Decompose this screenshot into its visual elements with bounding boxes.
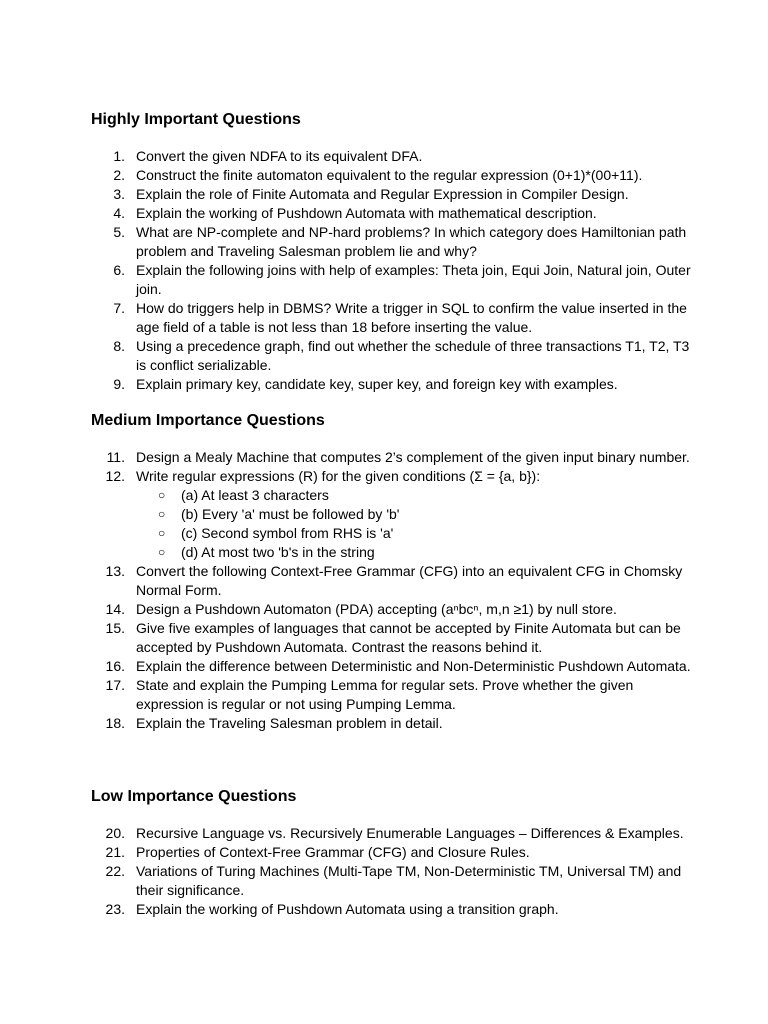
list-item: [0, 223, 700, 261]
question-text: State and explain the Pumping Lemma for regular sets. Prove whether the given expression is regular or not using Pumping Lemma.: [136, 677, 634, 712]
list-item: [0, 166, 700, 185]
question-number: 16.: [105, 658, 125, 674]
question-text: Recursive Language vs. Recursively Enumerable Languages – Differences & Examples.: [136, 825, 684, 841]
question-text: Convert the following Context-Free Grammar (CFG) into an equivalent CFG in Chomsky Normal Form.: [136, 563, 683, 598]
question-number: 9.: [113, 376, 125, 392]
question-number: 22.: [105, 863, 125, 879]
sub-item-text: (b) Every 'a' must be followed by 'b': [181, 506, 400, 522]
question-number: 7.: [113, 300, 125, 316]
question-number: 1.: [113, 148, 125, 164]
section-title-high: Highly Important Questions: [91, 111, 301, 128]
question-text: Explain the difference between Deterministic and Non-Deterministic Pushdown Automata.: [136, 658, 691, 674]
question-text: Explain the Traveling Salesman problem in detail.: [136, 715, 443, 731]
question-text: Explain the working of Pushdown Automata with mathematical description.: [136, 205, 597, 221]
question-text: Construct the finite automaton equivalent to the regular expression (0+1)*(00+11).: [136, 167, 643, 183]
question-text: Design a Pushdown Automaton (PDA) accepting (aⁿbcⁿ, m,n ≥1) by null store.: [136, 601, 617, 617]
list-item: [0, 299, 700, 337]
question-text: Give five examples of languages that cannot be accepted by Finite Automata but can be accepted by Pushdown Automata. Contrast the reasons behind it.: [136, 620, 681, 655]
question-text: Explain the role of Finite Automata and Regular Expression in Compiler Design.: [136, 186, 629, 202]
sub-list: [136, 486, 700, 562]
hollow-bullet-icon: ○: [158, 507, 166, 521]
question-number: 20.: [105, 825, 125, 841]
question-number: 6.: [113, 262, 125, 278]
sub-list-item: [136, 505, 700, 524]
question-number: 8.: [113, 338, 125, 354]
question-number: 4.: [113, 205, 125, 221]
list-item: [0, 448, 700, 467]
question-number: 3.: [113, 186, 125, 202]
question-number: 14.: [105, 601, 125, 617]
sub-item-text: (d) At most two 'b's in the string: [181, 544, 375, 560]
question-number: 17.: [105, 677, 125, 693]
list-item: [0, 676, 700, 714]
question-text: What are NP-complete and NP-hard problems? In which category does Hamiltonian path problem and Traveling Salesman problem lie and why?: [136, 224, 687, 259]
list-item: [0, 467, 700, 562]
section-title-medium: Medium Importance Questions: [91, 412, 325, 429]
section-title-low: Low Importance Questions: [91, 788, 297, 805]
question-list-medium: [0, 448, 700, 733]
question-text: Using a precedence graph, find out whether the schedule of three transactions T1, T2, T3 is conflict serializable.: [136, 338, 690, 373]
question-text: How do triggers help in DBMS? Write a trigger in SQL to confirm the value inserted in the age field of a table is not less than 18 before inserting the value.: [136, 300, 687, 335]
list-item: [0, 862, 700, 900]
list-item: [0, 185, 700, 204]
question-number: 23.: [105, 901, 125, 917]
question-number: 11.: [106, 449, 125, 465]
question-text: Convert the given NDFA to its equivalent DFA.: [136, 148, 423, 164]
question-text: Explain the following joins with help of examples: Theta join, Equi Join, Natural join, Outer join.: [136, 262, 691, 297]
question-text: Write regular expressions (R) for the given conditions (Σ = {a, b}):: [136, 468, 541, 484]
list-item: [0, 619, 700, 657]
question-number: 18.: [105, 715, 125, 731]
list-item: [0, 204, 700, 223]
list-item: [0, 843, 700, 862]
list-item: [0, 657, 700, 676]
list-item: [0, 375, 700, 394]
question-text: Explain primary key, candidate key, super key, and foreign key with examples.: [136, 376, 618, 392]
sub-list-item: [136, 486, 700, 505]
hollow-bullet-icon: ○: [158, 545, 166, 559]
list-item: [0, 824, 700, 843]
question-number: 13.: [105, 563, 125, 579]
question-text: Design a Mealy Machine that computes 2’s complement of the given input binary number.: [136, 449, 690, 465]
list-item: [0, 714, 700, 733]
question-number: 5.: [113, 224, 125, 240]
hollow-bullet-icon: ○: [158, 526, 166, 540]
list-item: [0, 900, 700, 919]
question-number: 15.: [105, 620, 125, 636]
list-item: [0, 600, 700, 619]
question-number: 2.: [113, 167, 125, 183]
question-text: Explain the working of Pushdown Automata using a transition graph.: [136, 901, 559, 917]
sub-item-text: (c) Second symbol from RHS is 'a': [181, 525, 394, 541]
question-list-low: [0, 824, 700, 919]
question-list-high: [0, 147, 700, 394]
sub-item-text: (a) At least 3 characters: [181, 487, 329, 503]
question-number: 12.: [105, 468, 125, 484]
sub-list-item: [136, 524, 700, 543]
list-item: [0, 337, 700, 375]
sub-list-item: [136, 543, 700, 562]
list-item: [0, 261, 700, 299]
question-text: Variations of Turing Machines (Multi-Tape TM, Non-Deterministic TM, Universal TM) and their significance.: [136, 863, 682, 898]
question-text: Properties of Context-Free Grammar (CFG) and Closure Rules.: [136, 844, 530, 860]
hollow-bullet-icon: ○: [158, 488, 166, 502]
list-item: [0, 562, 700, 600]
list-item: [0, 147, 700, 166]
question-number: 21.: [105, 844, 125, 860]
